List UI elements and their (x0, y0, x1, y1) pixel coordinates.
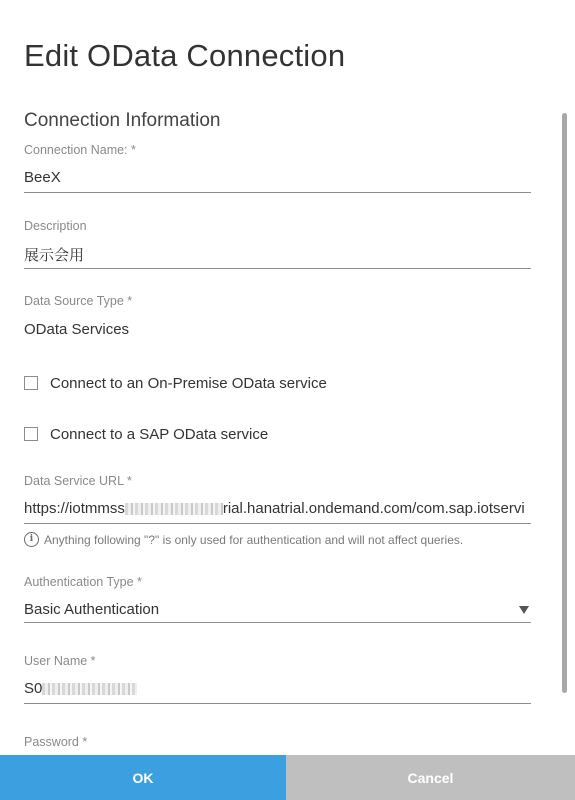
description-input[interactable]: 展示会用 (24, 247, 85, 264)
url-hint-text: Anything following "?" is only used for authentication and will not affect queries. (44, 532, 464, 547)
on-premise-checkbox-row[interactable] (24, 374, 327, 392)
redacted-text (125, 503, 223, 515)
vertical-scrollbar[interactable] (562, 113, 567, 693)
data-service-url-input[interactable] (24, 500, 531, 517)
data-source-type-label: Data Source Type * (24, 294, 133, 308)
connection-name-input[interactable]: BeeX (24, 169, 61, 186)
authentication-type-select[interactable]: Basic Authentication (24, 601, 160, 618)
data-service-url-label: Data Service URL * (24, 474, 132, 488)
on-premise-checkbox[interactable] (24, 376, 38, 390)
sap-checkbox-label: Connect to a SAP OData service (50, 425, 269, 443)
user-name-prefix: S0 (24, 680, 43, 697)
data-source-type-value: OData Services (24, 321, 130, 338)
triangle-down-icon[interactable] (519, 606, 529, 614)
dialog-footer (0, 755, 575, 800)
user-name-label: User Name * (24, 654, 96, 668)
user-name-underline (24, 703, 531, 704)
description-underline (24, 268, 531, 269)
password-label: Password * (24, 735, 88, 749)
authentication-type-underline (24, 622, 531, 623)
authentication-type-label: Authentication Type * (24, 575, 142, 589)
redacted-text (42, 683, 137, 695)
connection-name-label: Connection Name: * (24, 143, 136, 157)
description-label: Description (24, 219, 87, 233)
on-premise-checkbox-label: Connect to an On-Premise OData service (50, 374, 327, 392)
dialog-title: Edit OData Connection (24, 38, 346, 73)
data-service-url-suffix: rial.hanatrial.ondemand.com/com.sap.iotservi (222, 500, 525, 517)
ok-button[interactable]: OK (0, 755, 286, 800)
section-title: Connection Information (24, 110, 221, 131)
sap-checkbox[interactable] (24, 427, 38, 441)
connection-name-underline (24, 192, 531, 193)
user-name-input[interactable] (24, 680, 531, 697)
url-hint (24, 532, 463, 547)
data-service-url-prefix: https://iotmmss (24, 500, 125, 517)
cancel-button[interactable]: Cancel (286, 755, 575, 800)
sap-checkbox-row[interactable] (24, 425, 268, 443)
data-service-url-underline (24, 523, 531, 524)
info-icon: i (24, 532, 39, 547)
